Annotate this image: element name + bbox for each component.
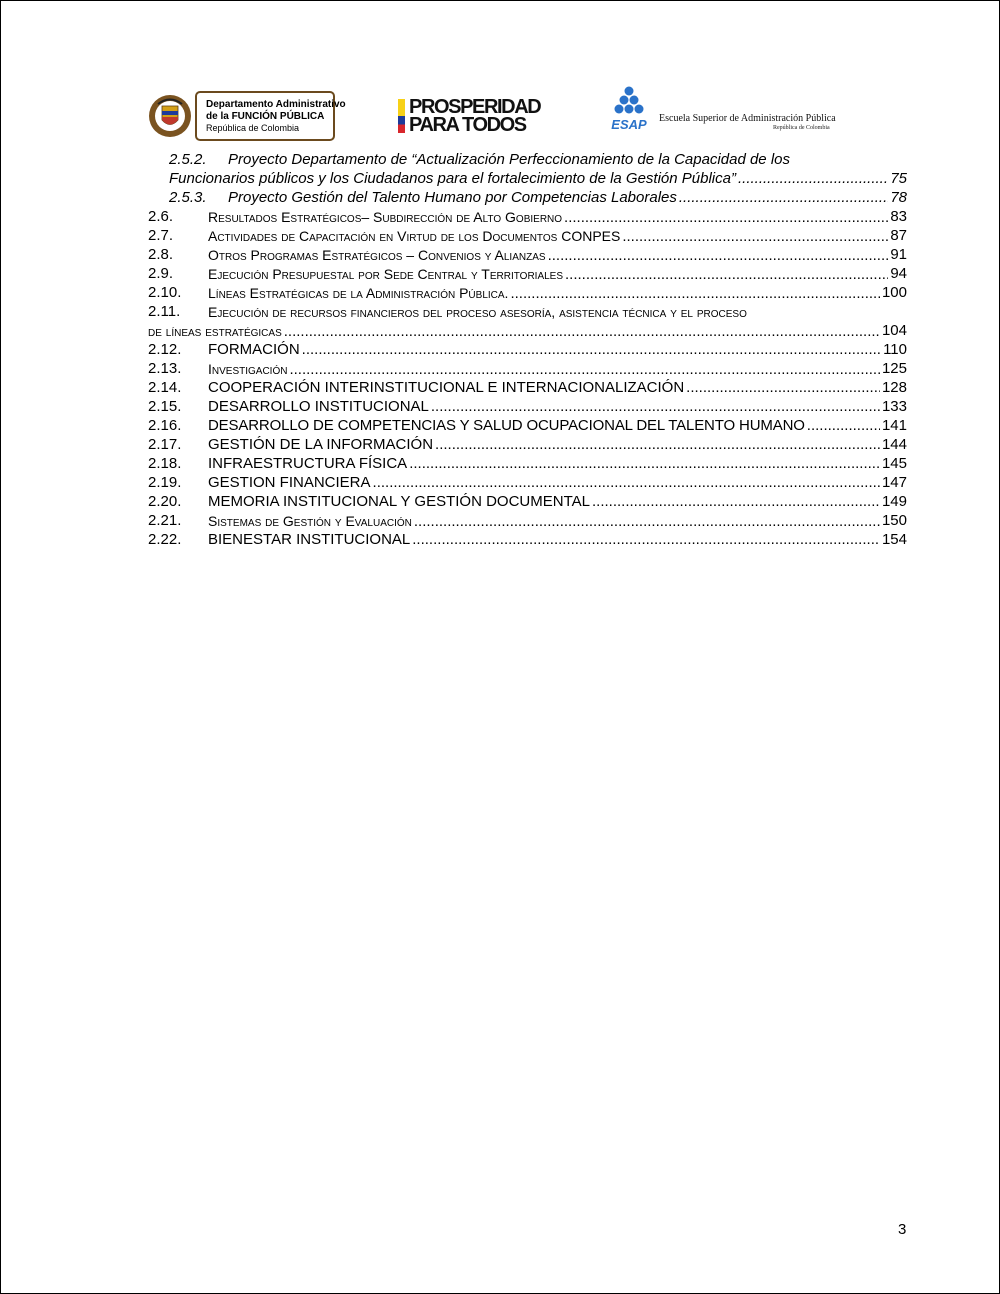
toc-entry-2-7[interactable] — [1, 227, 1000, 246]
toc-entry-2-16[interactable] — [1, 417, 1000, 436]
toc-entry-2-20[interactable] — [1, 493, 1000, 512]
toc-dots — [679, 189, 905, 207]
prosperidad-logo — [398, 97, 548, 135]
toc-page: 154 — [881, 531, 907, 548]
toc-page: 147 — [881, 474, 907, 491]
toc-leader — [208, 360, 907, 379]
toc-dots — [302, 341, 905, 359]
toc-entry-2-15[interactable] — [1, 398, 1000, 417]
toc-title: DESARROLLO INSTITUCIONAL — [208, 398, 429, 415]
toc-page: 94 — [890, 265, 907, 282]
toc-leader — [208, 398, 907, 416]
toc-number: 2.21. — [148, 512, 182, 529]
toc-number: 2.13. — [148, 360, 182, 377]
dafp-line3: República de Colombia — [206, 123, 300, 133]
toc-entry-2-6[interactable] — [1, 208, 1000, 227]
toc-dots — [284, 323, 905, 341]
toc-page: 78 — [890, 189, 907, 206]
toc-entry-2-22[interactable] — [1, 531, 1000, 550]
toc-title: Sistemas de Gestión y Evaluación — [208, 513, 412, 529]
toc-leader — [208, 512, 907, 531]
toc-page: 145 — [881, 455, 907, 472]
toc-title: BIENESTAR INSTITUCIONAL — [208, 531, 411, 548]
toc-entry-2-5-3[interactable] — [1, 189, 1000, 208]
toc-page: 125 — [881, 360, 907, 377]
toc-dots — [592, 493, 905, 511]
toc-title-line2: de líneas estratégicas — [148, 323, 282, 339]
toc-page: 75 — [890, 170, 907, 187]
toc-entry-2-21[interactable] — [1, 512, 1000, 531]
toc-number: 2.16. — [148, 417, 182, 434]
toc-entry-line1 — [169, 151, 790, 169]
page-number: 3 — [898, 1221, 907, 1238]
toc-leader — [208, 227, 907, 246]
prosperidad-line2: PARA TODOS — [409, 114, 526, 136]
toc-number: 2.22. — [148, 531, 182, 548]
esap-letters: ESAP — [611, 117, 647, 132]
toc-entry-2-5-2[interactable] — [1, 151, 1000, 170]
toc-entry-2-14[interactable] — [1, 379, 1000, 398]
toc-number: 2.5.2. — [169, 151, 207, 168]
toc-title: Ejecución Presupuestal por Sede Central y Territoriales — [208, 266, 564, 282]
esap-country: República de Colombia — [773, 125, 830, 131]
toc-entry-2-19[interactable] — [1, 474, 1000, 493]
toc-page: 150 — [881, 512, 907, 529]
toc-title-line2: Funcionarios públicos y los Ciudadanos para el fortalecimiento de la Gestión Pública” — [169, 170, 736, 187]
toc-dots — [565, 266, 905, 284]
toc-page: 83 — [890, 208, 907, 225]
toc-number: 2.17. — [148, 436, 182, 453]
toc-dots — [622, 228, 905, 246]
toc-entry-2-11-cont[interactable] — [1, 322, 1000, 341]
toc-title-line1: Ejecución de recursos financieros del proceso asesoría, asistencia técnica y el proceso — [208, 304, 747, 320]
toc-entry-2-9[interactable] — [1, 265, 1000, 284]
toc-dots — [431, 398, 905, 416]
toc-dots — [435, 436, 905, 454]
toc-title: Líneas Estratégicas de la Administración Pública. — [208, 285, 509, 301]
toc-page: 128 — [881, 379, 907, 396]
toc-entry-2-11[interactable] — [1, 303, 1000, 322]
toc-number: 2.7. — [148, 227, 174, 244]
toc-number: 2.5.3. — [169, 189, 207, 206]
toc-entry-2-10[interactable] — [1, 284, 1000, 303]
page-header — [1, 85, 1000, 145]
esap-pyramid-icon — [603, 85, 659, 135]
toc-leader — [208, 474, 907, 492]
toc-title: Actividades de Capacitación en Virtud de los Documentos CONPES — [208, 228, 621, 244]
toc-page: 91 — [890, 246, 907, 263]
flag-bar-icon — [398, 99, 405, 133]
toc-number: 2.8. — [148, 246, 174, 263]
toc-page: 133 — [881, 398, 907, 415]
toc-dots — [289, 361, 905, 379]
dafp-text-box — [195, 91, 346, 141]
toc-leader — [208, 265, 907, 284]
toc-entry-2-18[interactable] — [1, 455, 1000, 474]
toc-dots — [738, 170, 905, 188]
toc-dots — [686, 379, 905, 397]
toc-leader — [208, 455, 907, 473]
toc-leader — [208, 379, 907, 397]
toc-title: Resultados Estratégicos– Subdirección de Alto Gobierno — [208, 209, 563, 225]
toc-dots — [412, 531, 905, 549]
toc-entry-2-17[interactable] — [1, 436, 1000, 455]
toc-leader — [208, 417, 907, 435]
toc-number: 2.12. — [148, 341, 182, 358]
dafp-line2: de la FUNCIÓN PÚBLICA — [206, 111, 325, 122]
toc-entry-2-12[interactable] — [1, 341, 1000, 360]
toc-dots — [564, 209, 905, 227]
toc-title: Investigación — [208, 361, 288, 377]
toc-page: 104 — [881, 322, 907, 339]
toc-title: Proyecto Gestión del Talento Humano por Competencias Laborales — [228, 189, 677, 206]
esap-logo — [603, 85, 836, 145]
toc-leader — [208, 531, 907, 549]
prosperidad-line1: PROSPERIDAD — [409, 96, 541, 118]
toc-page: 141 — [881, 417, 907, 434]
toc-number: 2.6. — [148, 208, 174, 225]
toc-title: GESTION FINANCIERA — [208, 474, 371, 491]
toc-number: 2.14. — [148, 379, 182, 396]
toc-title-line1: Proyecto Departamento de “Actualización Perfeccionamiento de la Capacidad de los — [228, 151, 790, 168]
toc-leader — [208, 246, 907, 265]
toc-page: 100 — [881, 284, 907, 301]
toc-title: INFRAESTRUCTURA FÍSICA — [208, 455, 408, 472]
toc-number: 2.11. — [148, 303, 181, 320]
toc-dots — [548, 247, 905, 265]
toc-dots — [414, 513, 905, 531]
esap-name: Escuela Superior de Administración Pública — [659, 113, 836, 124]
toc-entry-2-13[interactable] — [1, 360, 1000, 379]
toc-number: 2.18. — [148, 455, 182, 472]
toc-page: 110 — [883, 341, 907, 358]
toc-number: 2.10. — [148, 284, 182, 301]
toc-dots — [510, 285, 905, 303]
toc-title: FORMACIÓN — [208, 341, 300, 358]
toc-number: 2.15. — [148, 398, 182, 415]
toc-leader — [208, 341, 907, 359]
toc-leader — [169, 170, 907, 188]
toc-title: DESARROLLO DE COMPETENCIAS Y SALUD OCUPACIONAL DEL TALENTO HUMANO — [208, 417, 805, 434]
toc-page: 149 — [881, 493, 907, 510]
toc-leader — [228, 189, 907, 207]
toc-number: 2.9. — [148, 265, 174, 282]
toc-leader — [148, 322, 907, 341]
toc-leader — [208, 284, 907, 303]
dafp-line1: Departamento Administrativo — [206, 99, 346, 110]
toc-dots — [373, 474, 905, 492]
toc-entry-2-5-2-cont[interactable] — [1, 170, 1000, 189]
toc-page: 87 — [890, 227, 907, 244]
toc-leader — [208, 208, 907, 227]
toc-title: Otros Programas Estratégicos – Convenios y Alianzas — [208, 247, 546, 263]
toc-dots — [409, 455, 905, 473]
toc-number: 2.20. — [148, 493, 182, 510]
dafp-logo — [146, 91, 346, 141]
colombia-seal-icon — [148, 93, 192, 139]
toc-title: COOPERACIÓN INTERINSTITUCIONAL E INTERNACIONALIZACIÓN — [208, 379, 685, 396]
toc-page: 144 — [881, 436, 907, 453]
toc-leader — [208, 436, 907, 454]
toc-number: 2.19. — [148, 474, 182, 491]
toc-title: MEMORIA INSTITUCIONAL Y GESTIÓN DOCUMENTAL — [208, 493, 590, 510]
toc-entry-2-8[interactable] — [1, 246, 1000, 265]
toc-leader — [208, 493, 907, 511]
toc-title: GESTIÓN DE LA INFORMACIÓN — [208, 436, 434, 453]
